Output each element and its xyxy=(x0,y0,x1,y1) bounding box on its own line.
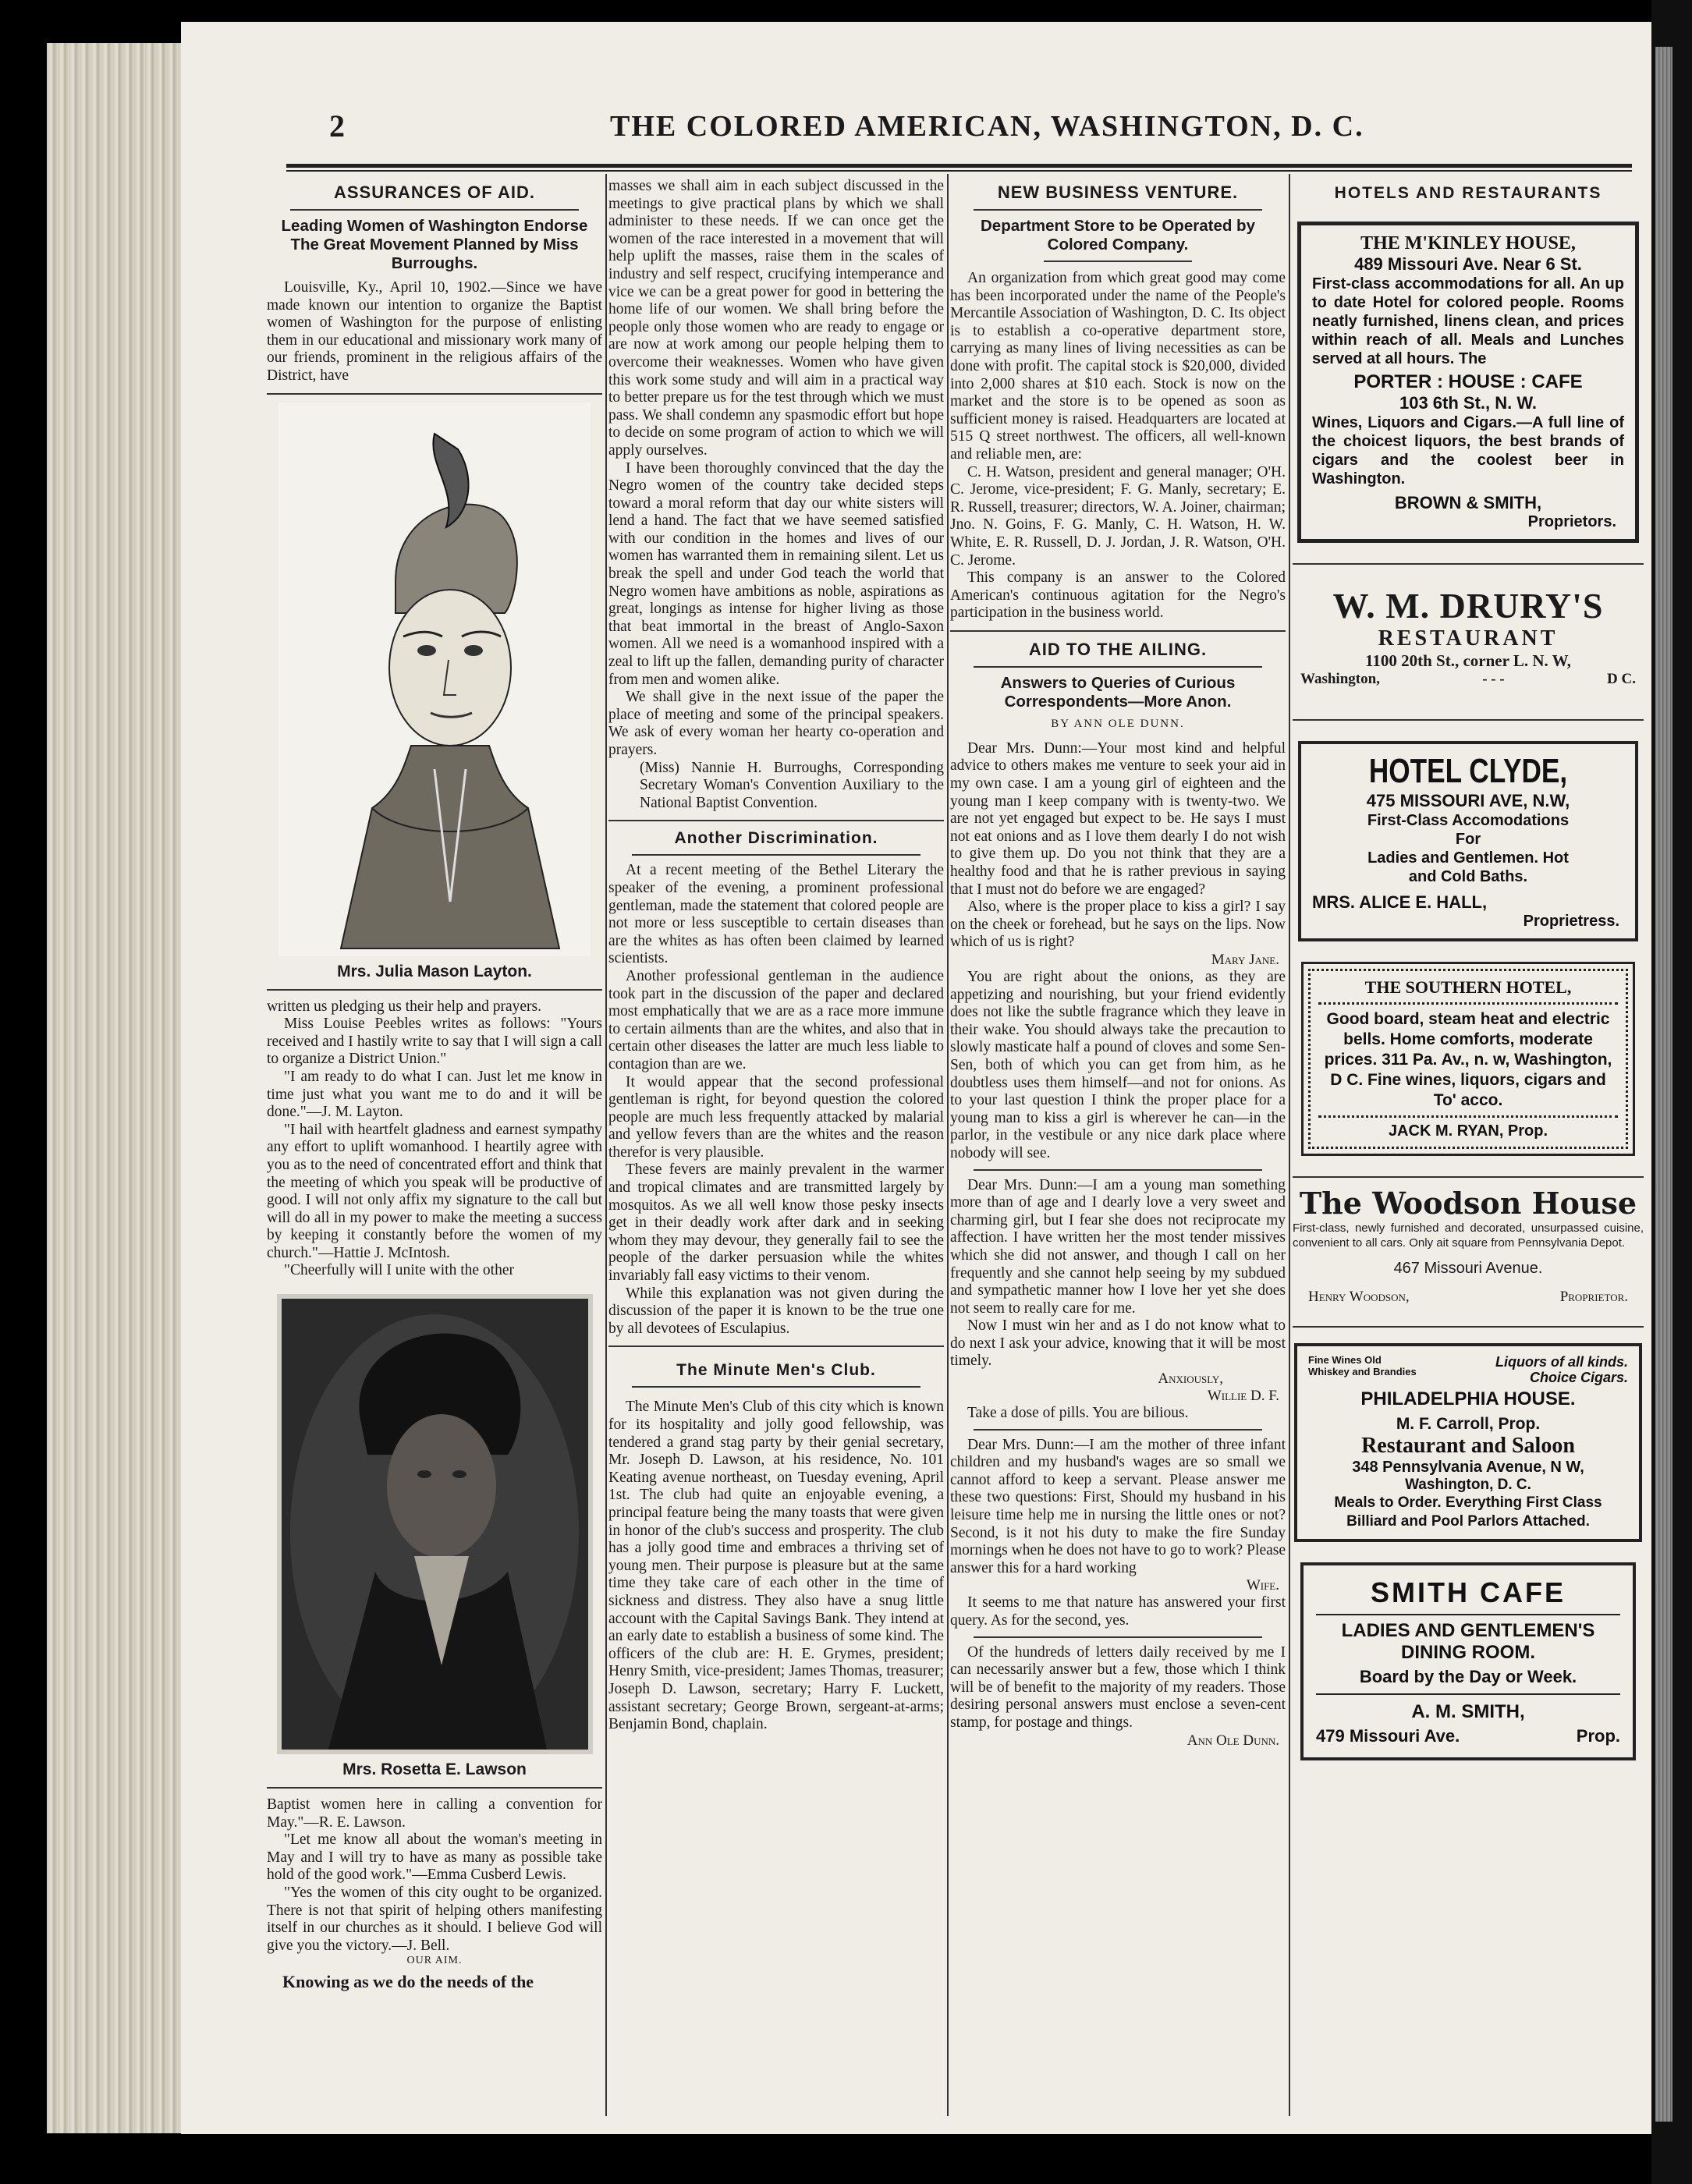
paragraph: "I am ready to do what I can. Just let me know in time just what you want me to do and it will be done."—J. M. Layton. xyxy=(267,1068,602,1121)
ad-name: PHILADELPHIA HOUSE. xyxy=(1360,1388,1576,1409)
ads-headline: HOTELS AND RESTAURANTS xyxy=(1334,184,1602,202)
paragraph: While this explanation was not given during the discussion of the paper it is known to be the true one by all devotees of Esculapius. xyxy=(608,1285,944,1337)
paragraph: I have been thoroughly convinced that the day the Negro women of the country take decided steps toward a moral reform that day our white sisters will lend a hand. The fact that we have seemed satisfied with our condition in the homes and lives of our women has warranted them in remaining silent. Let us break the spell and under God teach the world that Negro women have ambitions as noble, aspirations as great, longings as intense for higher living as those that beat immortal in the breast of Anglo-Saxon women. All we need is a womanhood inspired with a zeal to lift up the fallen, demanding purity of character from men and women alike. xyxy=(608,459,944,688)
ad-name: THE SOUTHERN HOTEL, xyxy=(1364,977,1572,997)
column-4-ads xyxy=(1293,178,1644,2120)
ad-hotel-clyde xyxy=(1298,741,1638,941)
masthead xyxy=(181,108,1651,148)
article-headline: NEW BUSINESS VENTURE. xyxy=(997,183,1239,202)
paragraph: "Cheerfully will I unite with the other xyxy=(284,1262,514,1279)
ad-city: Washington, xyxy=(1300,671,1380,687)
ad-owner: MRS. ALICE E. HALL, xyxy=(1312,892,1488,912)
paragraph: "Let me know all about the woman's meeting in May and I will try to have as many as possible take hold of the good work."—Emma Cusberd Lewis. xyxy=(267,1831,602,1884)
ad-name: PORTER : HOUSE : CAFE xyxy=(1353,371,1583,392)
ad-owner: JACK M. RYAN, Prop. xyxy=(1388,1122,1548,1140)
paragraph: Take a dose of pills. You are bilious. xyxy=(967,1405,1189,1422)
article-subhead: Leading Women of Washington Endorse The Great Movement Planned by Miss Burroughs. xyxy=(281,217,588,272)
paragraph: Dear Mrs. Dunn:—Your most kind and helpful advice to others makes me venture to seek your aid in my own case. I am a young girl of eighteen and the young man I keep company with is twenty-two. We are not yet engaged but expect to be. He says I must not eat onions and as I love them dearly I do not wish to give them up. Do you not think that they are a healthy food and that he is rather previous in saying that I must not do before we are engaged? xyxy=(950,739,1286,898)
paragraph: You are right about the onions, as they are appetizing and nourishing, but your friend evidently does not like the subtle fragrance which they leave in their wake. You should always take the precaution to slowly masticate half a pound of cloves and some Sen-Sen, both of which you can get from him, as he doubtless uses them himself—and not for onions. As to your last question I think the proper place for a young man to kiss a girl is wherever he can—in the parlor, in the vestibule or any nice dark place where nobody will see. xyxy=(950,969,1286,1161)
ad-drurys xyxy=(1293,585,1644,688)
portrait-photo-illustration xyxy=(282,1299,588,1750)
byline: BY ANN OLE DUNN. xyxy=(1051,717,1185,730)
divider xyxy=(290,209,579,211)
divider xyxy=(974,209,1262,211)
paragraph: "Yes the women of this city ought to be organized. There is not that spirit of helping others manifesting itself in our churches as it should. I believe God will give you the victory.—J. Bell. xyxy=(267,1884,602,1954)
divider xyxy=(608,1346,944,1347)
divider xyxy=(267,1787,602,1789)
portrait-caption: Mrs. Rosetta E. Lawson xyxy=(342,1760,527,1779)
paragraph: Also, where is the proper place to kiss a girl? I say on the cheek or forehead, but he says on the lips. Now which of us is right? xyxy=(950,899,1286,951)
signature: Willie D. F. xyxy=(1207,1388,1279,1405)
paragraph: The Minute Men's Club of this city which is known for its hospitality and jolly good fellowship, was tendered a grand stag party by their genial secretary, Mr. Joseph D. Lawson, at his residence, No. 101 Keating avenue northeast, on Tuesday evening, April 1st. The club had quite an enjoyable evening, a principal feature being the many toasts that were given in honor of the club's success and prosperity. The club has a jolly good time and embraces a thriving set of young men. Their purpose is pleasure but at the same time they take care of each other in the time of sickness and distress. They also have a snug little account with the Capital Savings Bank. They intend at an early date to establish a business of some kind. The officers of the club are: H. E. Grymes, president; Henry Smith, vice-president; James Thomas, treasurer; Joseph D. Lawson, secretary; Harry F. Luckett, assistant secretary; George Brown, sergeant-at-arms; Benjamin Bond, chaplain. xyxy=(608,1399,944,1733)
article-subhead: Department Store to be Operated by Colored Company. xyxy=(981,217,1255,254)
ad-address: 475 MISSOURI AVE, N.W, xyxy=(1366,791,1570,810)
paragraph: At a recent meeting of the Bethel Literary the speaker of the evening, a prominent professional gentleman, made the statement that colored people are not more or less susceptible to certain diseases than are the whites as has often been claimed by learned scientists. xyxy=(608,862,944,967)
masthead-rule-thin xyxy=(286,170,1632,172)
ad-address: 489 Missouri Ave. Near 6 St. xyxy=(1354,254,1582,274)
column-3 xyxy=(950,178,1286,2120)
divider xyxy=(974,1429,1262,1431)
ad-mckinley-house xyxy=(1297,222,1639,543)
masthead-rule xyxy=(286,164,1632,168)
ad-address: 467 Missouri Avenue. xyxy=(1393,1260,1543,1277)
divider xyxy=(1293,1326,1644,1328)
ad-owner: Henry Woodson, xyxy=(1308,1289,1410,1305)
ad-line: LADIES AND GENTLEMEN'S xyxy=(1341,1620,1595,1641)
divider xyxy=(1044,261,1192,262)
divider xyxy=(1293,719,1644,721)
ad-owner: M. F. Carroll, Prop. xyxy=(1396,1415,1541,1433)
paragraph: An organization from which great good may come has been incorporated under the name of the People's Mercantile Association of Washington, D. C. Its object is to establish a co-operative department store, carrying as many lines of living necessities as can be done with profit. The capital stock is $20,000, divided into 2,000 shares at $10 each. Stock is now on the market and the store is to be opened as soon as sufficient money is raised. Headquarters are located at 515 Q street northwest. The officers, all well-known and reliable men, are: xyxy=(950,270,1286,463)
ad-line: For xyxy=(1455,831,1481,848)
divider xyxy=(632,1386,920,1388)
ad-state: D C. xyxy=(1607,671,1636,687)
book-spine-pages xyxy=(47,43,187,2133)
ad-body: First-class accommodations for all. An up to date Hotel for colored people. Rooms neatly furnished, linens clean, and prices within reach of all. Meals and Lunches served at all hours. The xyxy=(1312,275,1624,367)
ad-line: Liquors of all kinds. Choice Cigars. xyxy=(1495,1354,1628,1385)
signature: (Miss) Nannie H. Burroughs, Corresponding Secretary Woman's Convention Auxiliary to the National Baptist Convention. xyxy=(640,759,944,811)
ad-address: 103 6th St., N. W. xyxy=(1399,393,1538,413)
ad-name: W. M. DRURY'S xyxy=(1332,586,1604,626)
ad-line: and Cold Baths. xyxy=(1408,868,1528,885)
ad-city: Washington, D. C. xyxy=(1405,1477,1531,1493)
masthead-title: THE COLORED AMERICAN, WASHINGTON, D. C. xyxy=(610,110,1364,143)
column-2 xyxy=(608,178,944,2120)
ad-southern-hotel xyxy=(1301,962,1635,1156)
ad-dashes: - - - xyxy=(1482,671,1505,687)
ad-name: SMITH CAFE xyxy=(1371,1576,1566,1608)
paragraph: Louisville, Ky., April 10, 1902.—Since we have made known our intention to organize the Baptist women of Washington for the purpose of enlisting them in our educational and missionary work many of our friends, prominent in the religious affairs of the District, have xyxy=(267,279,602,384)
divider xyxy=(267,393,602,395)
portrait-caption: Mrs. Julia Mason Layton. xyxy=(337,962,532,980)
paragraph: Knowing as we do the needs of the xyxy=(282,1972,534,1992)
divider xyxy=(974,1636,1262,1638)
ad-body: Wines, Liquors and Cigars.—A full line of the choicest liquors, the best brands of cigars and the coolest beer in Washington. xyxy=(1312,414,1624,488)
ad-role: Proprietress. xyxy=(1523,913,1619,930)
portrait-engraving xyxy=(278,402,591,956)
portrait-photo xyxy=(277,1294,593,1754)
paragraph: This company is an answer to the Colored American's continuous agitation for the Negro's participation in the business world. xyxy=(950,569,1286,622)
ad-body: First-class, newly furnished and decorated, unsurpassed cuisine, convenient to all cars. Only ait square from Pennsylvania Depot. xyxy=(1293,1221,1644,1250)
paragraph: These fevers are mainly prevalent in the warmer and tropical climates and are transmitted largely by mosquitos. As we all well know those pesky insects get in their deadly work after dark and in seeking whom they may devour, they generally fail to see the people of the darker persuasion while the whites invariably fall easy victims to their venom. xyxy=(608,1161,944,1285)
paragraph: Another professional gentleman in the audience took part in the discussion of the paper and declared most emphatically that we are as a race more immune to certain ailments than are the whites, and also that in certain other diseases the latter are much less liable to contagion than are we. xyxy=(608,967,944,1072)
divider xyxy=(267,989,602,991)
signature: Ann Ole Dunn. xyxy=(1187,1732,1279,1749)
signature: Wife. xyxy=(1246,1577,1279,1594)
paragraph: It seems to me that nature has answered your first query. As for the second, yes. xyxy=(950,1594,1286,1629)
paragraph: Miss Louise Peebles writes as follows: "Yours received and I hastily write to say that I will sign a call to organize a District Union." xyxy=(267,1016,602,1068)
ad-name: The Woodson House xyxy=(1299,1186,1637,1221)
paragraph: written us pledging us their help and prayers. xyxy=(267,998,541,1015)
ad-name: THE M'KINLEY HOUSE, xyxy=(1360,233,1576,254)
paragraph: We shall give in the next issue of the paper the place of meeting and some of the principal speakers. We ask of every woman her hearty co-operation and prayers. xyxy=(608,689,944,758)
ad-kind: Restaurant and Saloon xyxy=(1361,1434,1575,1458)
paragraph: Dear Mrs. Dunn:—I am a young man something more than of age and I dearly love a very sweet and charming girl, but I fear she does not reciprocate my affection. I have written her the most tender missives which she did not answer, and though I call on her frequently and she cannot help seeing by my subdued and sympathetic manner how I love her yet she does not seem to really care for me. xyxy=(950,1176,1286,1317)
article-headline: Another Discrimination. xyxy=(674,829,878,848)
paragraph: It would appear that the second professional gentleman is right, for beyond question the colored people are much less frequently attacked by malarial and yellow fevers than are the whites and the reason therefor is very plausible. xyxy=(608,1073,944,1161)
ad-woodson-house xyxy=(1293,1186,1644,1306)
paragraph: Dear Mrs. Dunn:—I am the mother of three infant children and my husband's wages are so small we cannot afford to keep a servant. Please answer me these two questions: First, Should my husband in his leisure time help me in nursing the little ones or not? Second, is it not his duty to make the fire Sunday mornings when he does not have to go to work? Please answer this for a hard working xyxy=(950,1436,1286,1576)
divider xyxy=(608,820,944,821)
page-edge xyxy=(1655,47,1672,2122)
divider xyxy=(950,630,1286,632)
ad-smith-cafe xyxy=(1300,1562,1636,1760)
article-headline: The Minute Men's Club. xyxy=(676,1361,876,1380)
column-rule xyxy=(947,174,949,2116)
ad-name: HOTEL CLYDE, xyxy=(1368,752,1568,790)
ad-address: 479 Missouri Ave. xyxy=(1316,1726,1460,1746)
ad-line: First-Class Accomodations xyxy=(1367,812,1570,829)
column-rule xyxy=(605,174,607,2116)
ad-role: Proprietor. xyxy=(1559,1289,1628,1305)
ad-owner: A. M. SMITH, xyxy=(1411,1701,1525,1722)
ad-kind: RESTAURANT xyxy=(1378,626,1559,651)
ad-role: Proprietors. xyxy=(1527,513,1616,530)
ad-line: Billiard and Pool Parlors Attached. xyxy=(1346,1513,1590,1530)
paragraph: "I hail with heartfelt gladness and earnest sympathy any effort to uplift womanhood. I heartily agree with you as to the need of concentrated effort and think that the meeting of which you speak will be productive of good. I will not only affix my signature to the call but will do all in my power to make the meeting a success by keeping it constantly before the women of my church."—Hattie J. McIntosh. xyxy=(267,1121,602,1261)
divider xyxy=(632,854,920,856)
paragraph: Baptist women here in calling a convention for May."—R. E. Lawson. xyxy=(267,1796,602,1831)
article-headline: AID TO THE AILING. xyxy=(1028,639,1208,659)
column-rule xyxy=(1289,174,1290,2116)
ad-address: 1100 20th St., corner L. N. W, xyxy=(1365,651,1571,670)
divider xyxy=(974,666,1262,668)
signature: Mary Jane. xyxy=(1211,952,1279,968)
portrait-illustration xyxy=(278,402,591,956)
divider xyxy=(1293,563,1644,565)
page-number: 2 xyxy=(329,108,345,144)
divider xyxy=(1293,1176,1644,1178)
signature: Anxiously, xyxy=(1158,1370,1223,1388)
ad-line: Fine Wines Old Whiskey and Brandies xyxy=(1308,1354,1417,1377)
paragraph: Of the hundreds of letters daily received by me I can necessarily answer but a few, those which I think will be of benefit to the majority of my readers. Those desiring personal answers must enclose a seven-cent stamp, for postage and things. xyxy=(950,1643,1286,1731)
paragraph: masses we shall aim in each subject discussed in the meetings to give practical plans by which we shall administer to these needs. If we can once get the women of the race interested in a movement that will help uplift the masses, raise them in the scales of industry and self respect, crucifying intemperance and vice we can be a great power for good in bettering the home life of our women. We shall bring before the people only those women who are ready to engage or are now at work among our people helping them to overcome their weaknesses. Women who have given this work some study and will aim in a practical way to better prepare us for the test through which we must pass. We shall condemn any spasmodic effort but hope to decide on some program of action to which we will apply ourselves. xyxy=(608,178,944,459)
ad-line: Meals to Order. Everything First Class xyxy=(1334,1494,1602,1511)
ad-philadelphia-house xyxy=(1294,1343,1642,1542)
ad-owner: BROWN & SMITH, xyxy=(1394,493,1542,512)
newspaper-page xyxy=(181,22,1651,2134)
ad-line: DINING ROOM. xyxy=(1401,1642,1535,1663)
section-label: OUR AIM. xyxy=(406,1955,463,1967)
column-1 xyxy=(267,178,602,2120)
ad-role: Prop. xyxy=(1576,1726,1620,1746)
article-headline: ASSURANCES OF AID. xyxy=(334,183,535,202)
article-subhead: Answers to Queries of Curious Correspondents—More Anon. xyxy=(1000,673,1236,711)
ad-address: 348 Pennsylvania Avenue, N W, xyxy=(1352,1459,1584,1476)
divider xyxy=(974,1169,1262,1171)
ad-line: Ladies and Gentlemen. Hot xyxy=(1367,849,1569,867)
ad-line: Board by the Day or Week. xyxy=(1359,1667,1577,1686)
paragraph: Now I must win her and as I do not know what to do next I ask your advice, knowing that it will be most timely. xyxy=(950,1317,1286,1370)
ad-body: Good board, steam heat and electric bells. Home comforts, moderate prices. 311 Pa. Av., n. w, Washington, D C. Fine wines, liquors, cigars and To' acco. xyxy=(1324,1010,1612,1109)
paragraph: C. H. Watson, president and general manager; O'H. C. Jerome, vice-president; F. G. Manly, secretary; E. R. Russell, treasurer; directors, W. A. Joiner, chairman; Jno. N. Goins, F. G. Manly, C. H. Watson, H. W. White, E. R. Russell, D. J. Jordan, J. R. Watson, O'H. C. Jerome. xyxy=(950,463,1286,569)
